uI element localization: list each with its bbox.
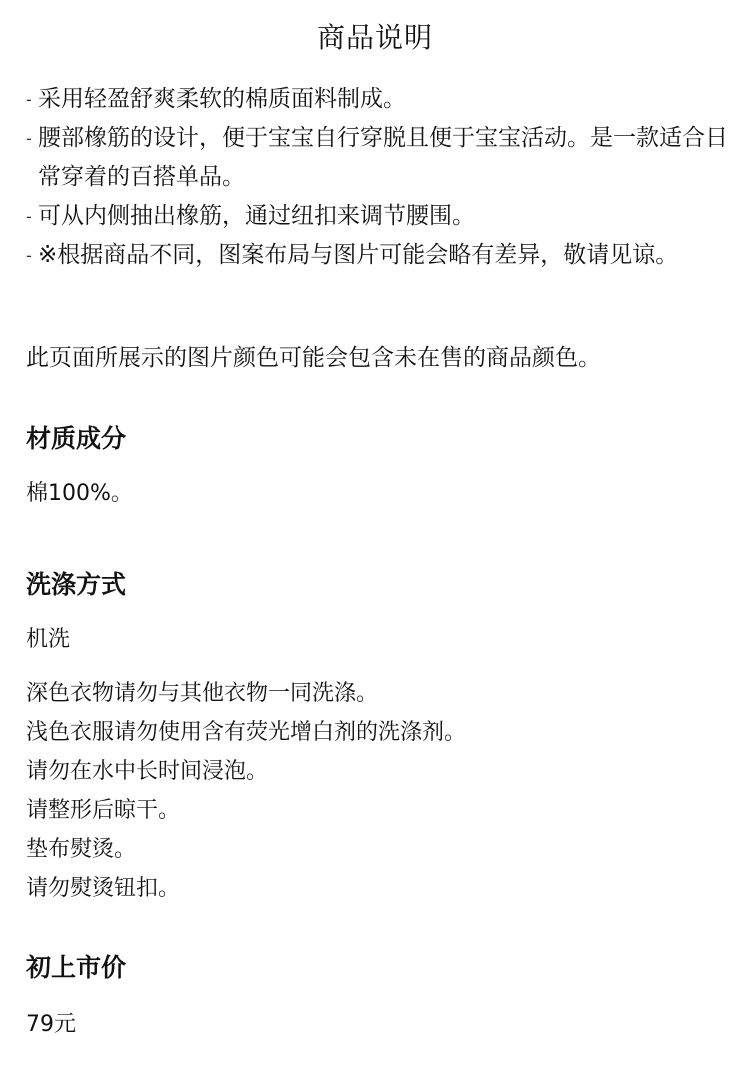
washing-heading: 洗涤方式: [26, 570, 127, 599]
feature-text: 腰部橡筋的设计，便于宝宝自行穿脱且便于宝宝活动。是一款适合日常穿着的百搭单品。: [38, 125, 728, 190]
feature-item: [26, 119, 732, 197]
feature-list: [26, 80, 732, 275]
color-disclaimer: 此页面所展示的图片颜色可能会包含未在售的商品颜色。: [26, 345, 601, 371]
care-instruction: 请勿熨烫钮扣。: [26, 876, 181, 901]
feature-item: [26, 80, 732, 119]
feature-text: 可从内侧抽出橡筋，通过纽扣来调节腰围。: [38, 203, 475, 229]
page-title: 商品说明: [316, 21, 433, 54]
bullet-marker: -: [26, 246, 32, 265]
care-instruction: 请整形后晾干。: [26, 798, 181, 823]
bullet-marker: -: [26, 129, 32, 148]
feature-text: 采用轻盈舒爽柔软的棉质面料制成。: [38, 86, 406, 112]
material-heading: 材质成分: [26, 424, 127, 453]
care-instruction: 浅色衣服请勿使用含有荧光增白剂的洗涤剂。: [26, 720, 467, 745]
care-instruction: 垫布熨烫。: [26, 837, 137, 862]
feature-item: [26, 197, 732, 236]
bullet-marker: -: [26, 207, 32, 226]
care-instruction: 请勿在水中长时间浸泡。: [26, 759, 269, 784]
care-instructions: [26, 674, 466, 908]
washing-method: 机洗: [26, 627, 71, 652]
feature-text: ※根据商品不同，图案布局与图片可能会略有差异，敬请见谅。: [38, 242, 679, 268]
price-value: 79元: [26, 1012, 76, 1037]
care-instruction: 深色衣物请勿与其他衣物一同洗涤。: [26, 681, 379, 706]
bullet-marker: -: [26, 90, 32, 109]
feature-item: [26, 236, 732, 275]
price-heading: 初上市价: [26, 953, 127, 982]
material-value: 棉100%。: [26, 481, 133, 506]
